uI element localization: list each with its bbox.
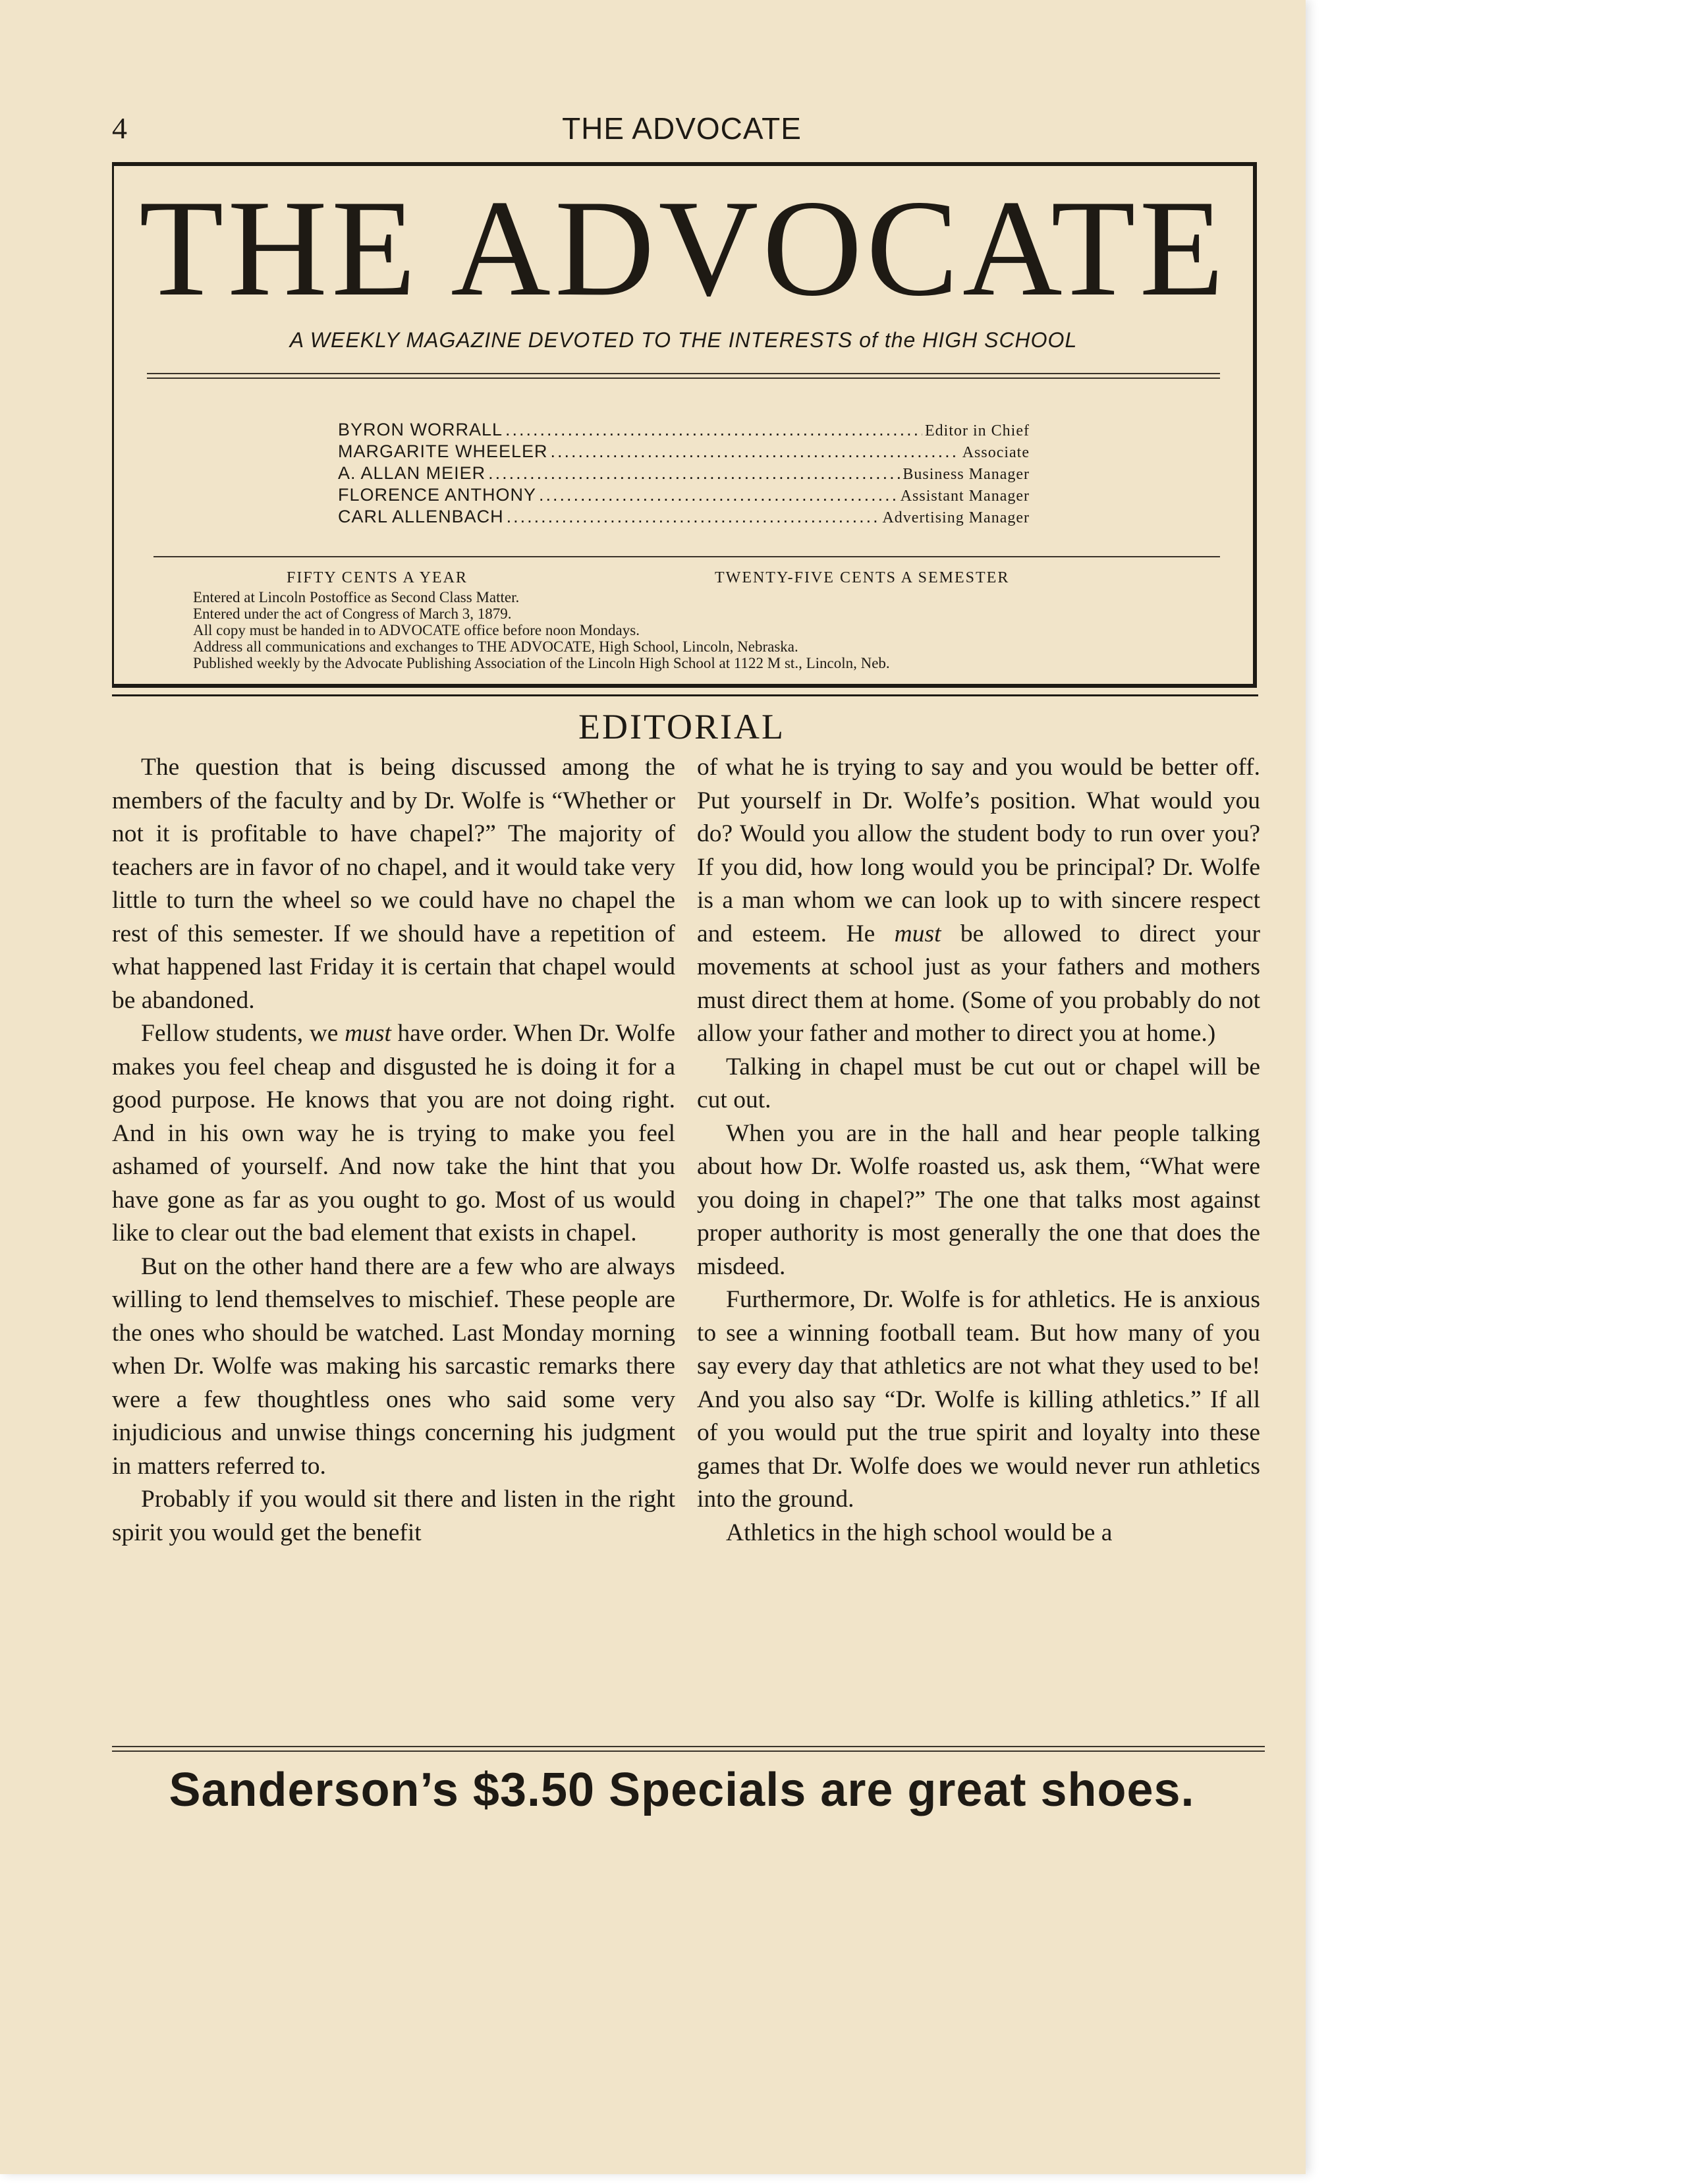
staff-row xyxy=(338,463,1030,485)
paragraph: Furthermore, Dr. Wolfe is for athletics. He is anxious to see a winning football team. But how many of you say every day that athletics are not what they used to be! And you also say “Dr. Wolfe is killing athletics.” If all of you would put the true spirit and loyalty into these games that Dr. Wolfe does we would never run athletics into the ground. xyxy=(697,1286,1260,1513)
staff-row xyxy=(338,420,1030,441)
staff-name: CARL ALLENBACH xyxy=(338,507,504,526)
staff-name: MARGARITE WHEELER xyxy=(338,441,548,461)
leader-dots xyxy=(505,420,922,440)
staff-role: Business Manager xyxy=(902,466,1030,483)
staff-row xyxy=(338,507,1030,528)
notice-line: Published weekly by the Advocate Publishing Association of the Lincoln High School at 1122 M st., Lincoln, Neb. xyxy=(193,655,890,671)
staff-name: BYRON WORRALL xyxy=(338,420,503,439)
paragraph: Talking in chapel must be cut out or chapel will be cut out. xyxy=(697,1053,1260,1113)
notice-line: Address all communications and exchanges to THE ADVOCATE, High School, Lincoln, Nebraska. xyxy=(193,638,798,655)
staff-name: A. ALLAN MEIER xyxy=(338,463,486,483)
advertisement: Sanderson’s $3.50 Specials are great shoes. xyxy=(169,1764,1195,1816)
masthead-divider xyxy=(147,373,1220,378)
staff-list xyxy=(338,420,1030,528)
paragraph: Fellow students, we must have order. When Dr. Wolfe makes you feel cheap and disgusted he is doing it for a good purpose. He knows that you are not doing right. And in his own way he is trying to make you feel ashamed of yourself. And now take the hint that you have gone as far as you ought to go. Most of us would like to clear out the bad element that exists in chapel. xyxy=(112,1020,675,1246)
emphasis: must xyxy=(894,920,941,947)
editorial-heading: EDITORIAL xyxy=(578,707,785,746)
editorial-right-column xyxy=(697,751,1260,1550)
leader-dots xyxy=(507,507,880,527)
notice-line: Entered under the act of Congress of March 3, 1879. xyxy=(193,605,512,622)
price-semester: TWENTY-FIVE CENTS A SEMESTER xyxy=(715,569,1010,586)
staff-role: Assistant Manager xyxy=(900,488,1030,505)
masthead xyxy=(112,162,1257,688)
staff-role: Editor in Chief xyxy=(925,422,1030,439)
page-number: 4 xyxy=(112,111,127,145)
paragraph: Probably if you would sit there and listen in the right spirit you would get the benefit xyxy=(112,1486,675,1546)
staff-name: FLORENCE ANTHONY xyxy=(338,485,537,505)
paragraph: Athletics in the high school would be a xyxy=(726,1519,1113,1546)
paragraph: But on the other hand there are a few who are always willing to lend themselves to mischief. These people are the ones who should be watched. Last Monday morning when Dr. Wolfe was making his sarcastic remarks there were a few thoughtless ones who said some very injudicious and unwise things concerning his judgment in matters referred to. xyxy=(112,1252,675,1480)
notice-line: Entered at Lincoln Postoffice as Second Class Matter. xyxy=(193,589,520,605)
masthead-bottom-rule xyxy=(112,694,1258,696)
postal-notices xyxy=(193,589,1247,671)
staff-row xyxy=(338,485,1030,507)
masthead-title: THE ADVOCATE xyxy=(139,172,1228,325)
editorial-left-column xyxy=(112,751,675,1550)
leader-dots xyxy=(551,441,960,462)
staff-role: Associate xyxy=(962,444,1030,461)
price-year: FIFTY CENTS A YEAR xyxy=(287,569,468,586)
staff-role: Advertising Manager xyxy=(882,509,1030,526)
notice-line: All copy must be handed in to ADVOCATE office before noon Mondays. xyxy=(193,622,640,638)
staff-row xyxy=(338,441,1030,463)
running-head: THE ADVOCATE xyxy=(562,111,802,146)
footer-rule xyxy=(112,1746,1265,1751)
leader-dots xyxy=(539,485,898,505)
masthead-subtitle: A WEEKLY MAGAZINE DEVOTED TO THE INTERESTS of the HIGH SCHOOL xyxy=(289,328,1078,352)
emphasis: must xyxy=(345,1020,391,1047)
paragraph: of what he is trying to say and you would be better off. Put yourself in Dr. Wolfe’s position. What would you do? Would you allow the student body to run over you? If you did, how long would you be principal? Dr. Wolfe is a man whom we can look up to with sincere respect and esteem. He must be allowed to direct your movements at school just as your fathers and mothers must direct them at home. (Some of you probably do not allow your father and mother to direct you at home.) xyxy=(697,754,1261,1047)
staff-divider xyxy=(153,556,1220,557)
leader-dots xyxy=(488,463,900,484)
paragraph: The question that is being discussed among the members of the faculty and by Dr. Wolfe is “Whether or not it is profitable to have chapel?” The majority of teachers are in favor of no chapel, and it would take very little to turn the wheel so we could have no chapel the rest of this semester. If we should have a repetition of what happened last Friday it is certain that chapel would be abandoned. xyxy=(112,754,675,1014)
paragraph: When you are in the hall and hear people talking about how Dr. Wolfe roasted us, ask them, “What were you doing in chapel?” The one that talks most against proper authority is most generally the one that does the misdeed. xyxy=(697,1119,1260,1280)
